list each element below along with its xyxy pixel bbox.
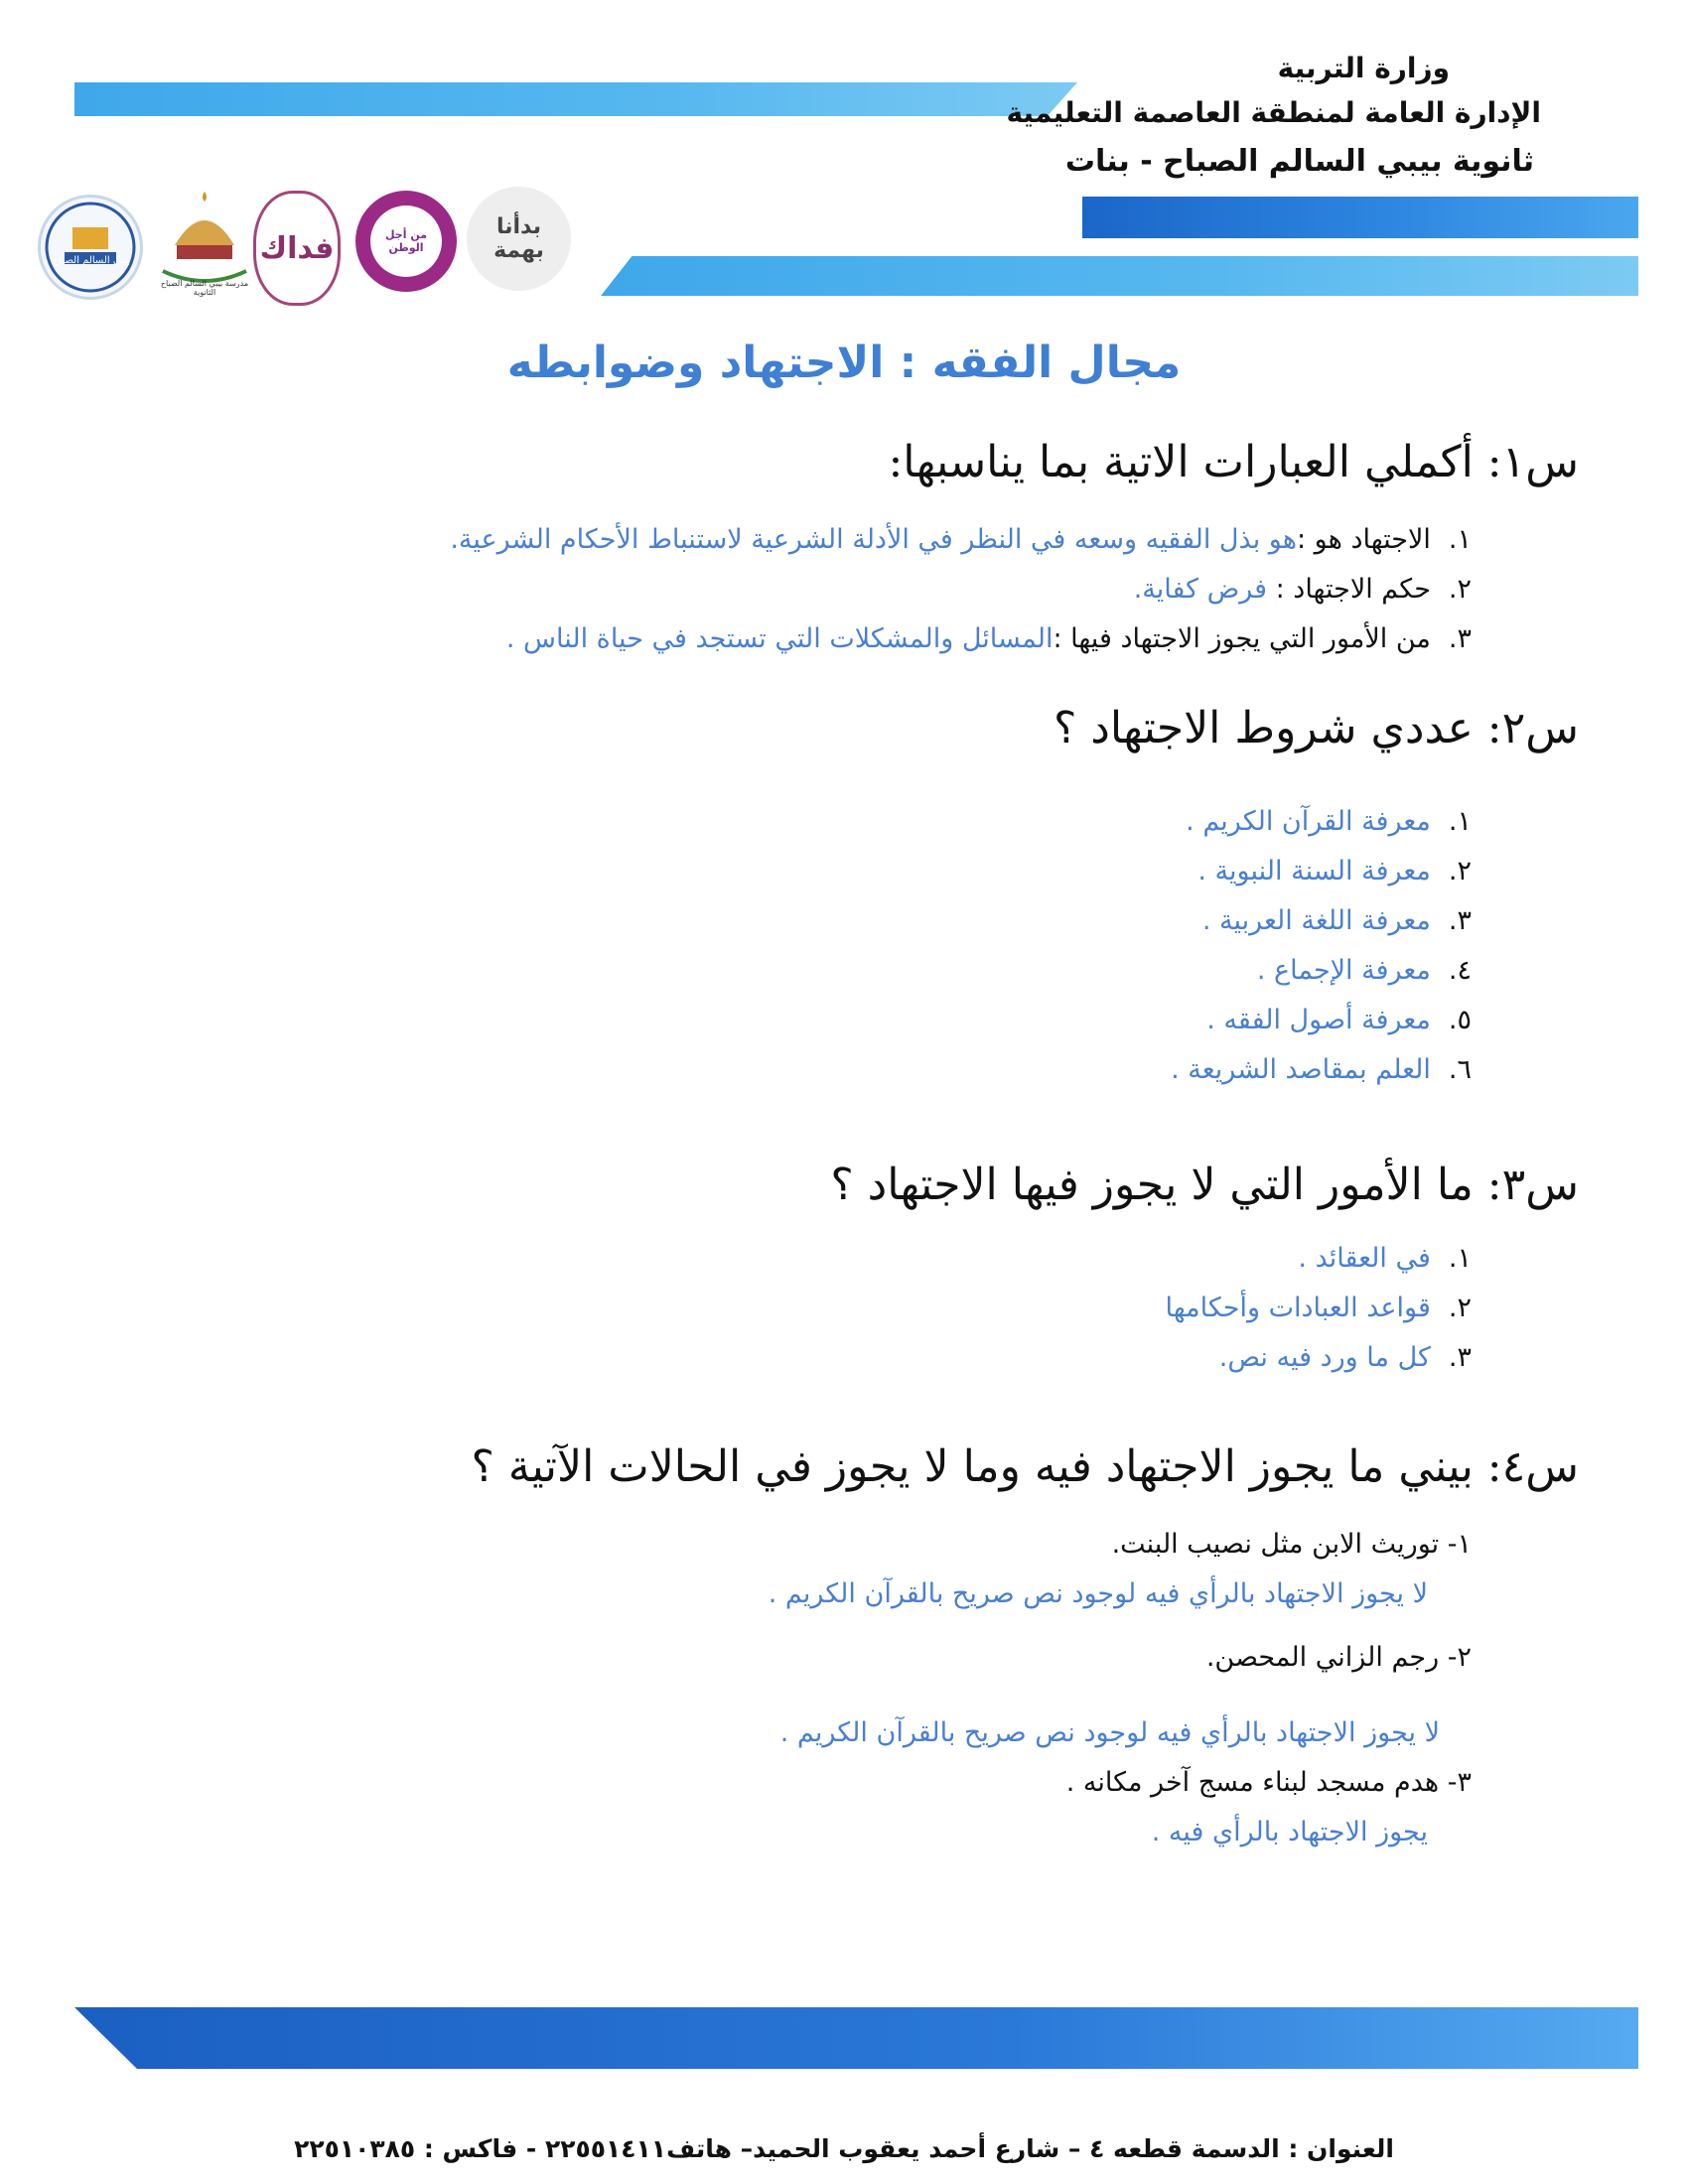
q1-item-1 <box>450 524 1472 555</box>
item-answer: في العقائد . <box>1298 1243 1431 1274</box>
item-answer: العلم بمقاصد الشريعة . <box>1171 1054 1431 1085</box>
item-number: ٢. <box>1448 856 1472 887</box>
item-number: ٣. <box>1448 905 1472 936</box>
q2-item-2 <box>1197 856 1472 887</box>
item-answer: المسائل والمشكلات التي تستجد في حياة الناس . <box>505 623 1054 654</box>
item-number: ١. <box>1448 806 1472 837</box>
school-name: ثانوية بيبي السالم الصباح - بنات <box>1064 144 1534 179</box>
q2-item-6 <box>1171 1054 1472 1085</box>
bedayna-logo-text: بدأنا بهمة <box>493 214 544 263</box>
item-answer: معرفة أصول الفقه . <box>1206 1005 1431 1035</box>
footer-address: العنوان : الدسمة قطعه ٤ – شارع أحمد يعقوب الحميد– هاتف٢٢٥٥١٤١١ - فاكس : ٢٢٥١٠٣٨٥ <box>294 2134 1394 2163</box>
item-answer: فرض كفاية. <box>1133 574 1268 605</box>
question-1: س١: أكملي العبارات الاتية بما يناسبها: <box>888 437 1579 487</box>
q2-item-4 <box>1257 955 1472 986</box>
item-number: ٢. <box>1448 574 1472 605</box>
q4-case-2-answer: لا يجوز الاجتهاد بالرأي فيه لوجود نص صريح بالقرآن الكريم . <box>779 1717 1440 1748</box>
footer-band <box>74 2007 1638 2069</box>
school-logo <box>38 195 143 300</box>
q4-case-2-label: ٢- رجم الزاني المحصن. <box>1205 1642 1472 1673</box>
item-number: ٣. <box>1448 623 1472 654</box>
islamic-dept-logo <box>149 184 260 308</box>
q2-item-3 <box>1202 905 1472 936</box>
question-2: س٢: عددي شروط الاجتهاد ؟ <box>1053 703 1579 753</box>
item-prefix: من الأمور التي يجوز الاجتهاد فيها : <box>1053 623 1431 654</box>
item-number: ١. <box>1448 1243 1472 1274</box>
item-answer: قواعد العبادات وأحكامها <box>1165 1293 1431 1323</box>
islamic-dept-logo-text: مدرسة بيبي السالم الصباح الثانوية <box>160 279 249 297</box>
item-answer: هو بذل الفقيه وسعه في النظر في الأدلة الشرعية لاستنباط الأحكام الشرعية. <box>450 524 1297 555</box>
item-number: ٤. <box>1448 955 1472 986</box>
q4-case-1-answer: لا يجوز الاجتهاد بالرأي فيه لوجود نص صريح بالقرآن الكريم . <box>768 1578 1428 1609</box>
item-answer: معرفة السنة النبوية . <box>1197 856 1431 887</box>
item-answer: معرفة اللغة العربية . <box>1201 905 1431 936</box>
item-prefix: حكم الاجتهاد : <box>1267 574 1431 605</box>
header-band-top <box>74 82 1077 116</box>
fidak-logo-text: فداك <box>259 230 335 266</box>
item-answer: كل ما ورد فيه نص. <box>1218 1342 1431 1373</box>
q4-case-1-label: ١- توريث الابن مثل نصيب البنت. <box>1111 1529 1472 1560</box>
item-answer: معرفة القرآن الكريم . <box>1186 806 1431 837</box>
q2-item-1 <box>1186 806 1472 837</box>
item-answer: معرفة الإجماع . <box>1256 955 1431 986</box>
q3-item-2 <box>1166 1293 1473 1323</box>
district-name: الإدارة العامة لمنطقة العاصمة التعليمية <box>1006 96 1541 129</box>
q3-item-3 <box>1219 1342 1472 1373</box>
school-logo-text: بيبي السالم الصباح <box>52 255 131 266</box>
question-4: س٤: بيني ما يجوز الاجتهاد فيه وما لا يجوز في الحالات الآتية ؟ <box>471 1441 1579 1492</box>
item-number: ١. <box>1448 524 1472 555</box>
item-number: ٥. <box>1448 1005 1472 1035</box>
fidak-logo <box>253 191 341 306</box>
page-title: مجال الفقه : الاجتهاد وضوابطه <box>506 338 1182 388</box>
watan-logo <box>355 191 457 292</box>
item-number: ٢. <box>1448 1293 1472 1323</box>
question-3: س٣: ما الأمور التي لا يجوز فيها الاجتهاد ؟ <box>830 1160 1579 1210</box>
q2-item-5 <box>1206 1005 1472 1035</box>
header-band-right <box>1082 197 1638 238</box>
q1-item-3 <box>506 623 1472 654</box>
bedayna-logo <box>467 187 571 291</box>
item-number: ٣. <box>1448 1342 1472 1373</box>
q4-case-3-answer: يجوز الاجتهاد بالرأي فيه . <box>1151 1817 1428 1847</box>
header-band-bottom <box>601 256 1638 296</box>
q4-case-3-label: ٣- هدم مسجد لبناء مسج آخر مكانه . <box>1065 1767 1472 1798</box>
ministry-name: وزارة التربية <box>1277 52 1450 84</box>
q3-item-1 <box>1298 1243 1472 1274</box>
watan-logo-text: من أجل الوطن <box>384 228 428 254</box>
item-prefix: الاجتهاد هو : <box>1297 524 1431 555</box>
item-number: ٦. <box>1448 1054 1472 1085</box>
q1-item-2 <box>1134 574 1472 605</box>
